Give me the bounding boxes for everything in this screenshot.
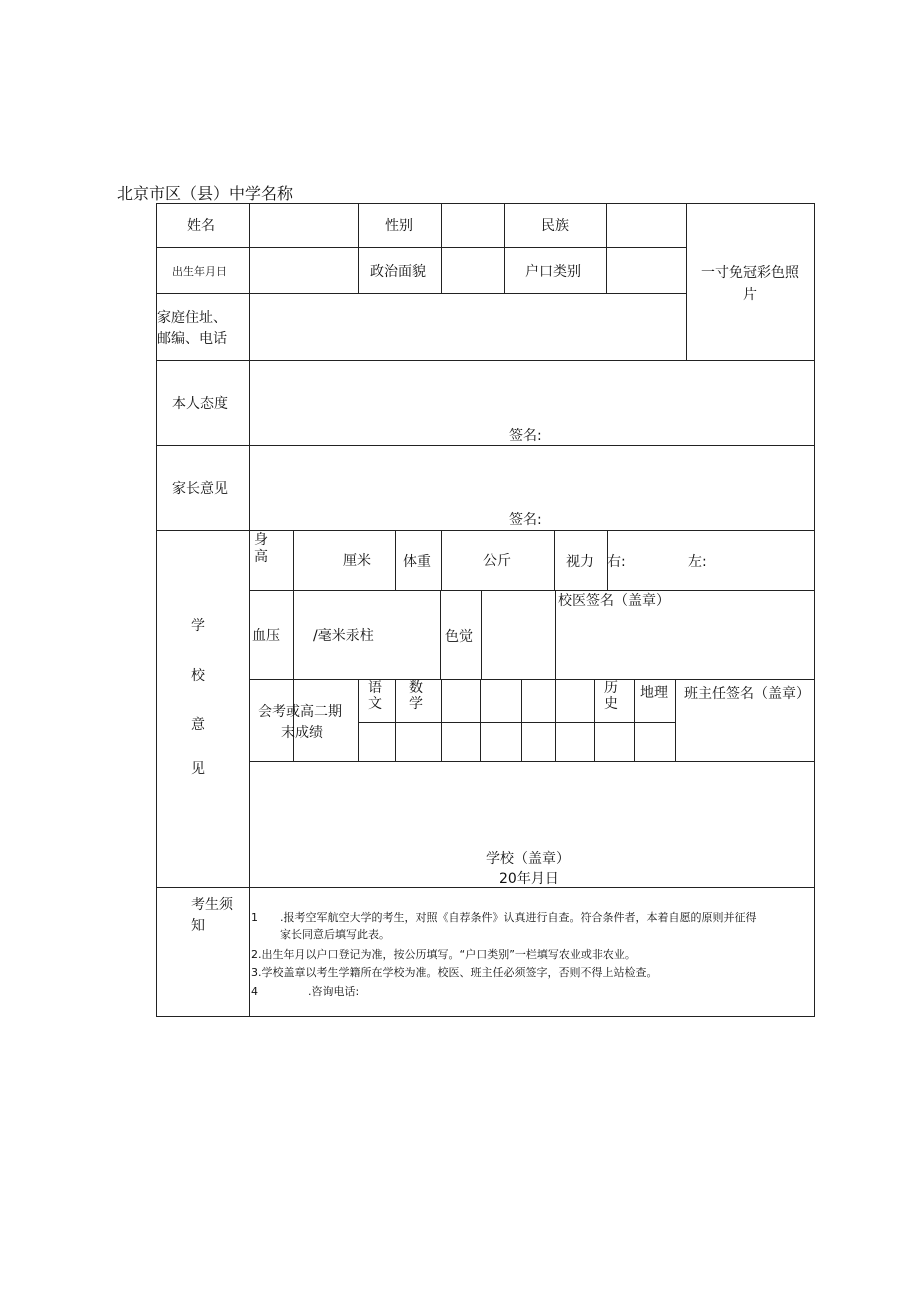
parent-label: 家长意见 <box>172 481 228 497</box>
subject-chinese: 文 <box>368 696 382 712</box>
vision-label: 视力 <box>566 554 594 570</box>
seal-date: 20年月日 <box>499 871 559 887</box>
blood-pressure-label: 血压 <box>252 628 280 644</box>
school-label-char: 学 <box>191 618 205 634</box>
weight-unit: 公斤 <box>483 553 511 569</box>
height-label: 身 <box>254 532 268 548</box>
notice-item-3: 3.学校盖章以考生学籍所在学校为准。校医、班主任必须签字，否则不得上站检查。 <box>251 966 658 979</box>
height-unit: 厘米 <box>343 553 371 569</box>
subject-math: 数 <box>409 680 423 696</box>
school-label-char: 意 <box>191 717 205 733</box>
subject-math: 学 <box>409 696 423 712</box>
blood-pressure-unit: /毫米汞柱 <box>313 628 374 644</box>
height-label: 高 <box>254 549 268 565</box>
political-label: 政治面貌 <box>370 264 426 280</box>
address-label-line2: 邮编、电话 <box>157 331 227 347</box>
address-label-line1: 家庭住址、 <box>157 310 227 326</box>
doctor-signature: 校医签名（盖章） <box>558 593 670 609</box>
gender-label: 性别 <box>385 218 413 234</box>
subject-history: 历 <box>604 680 618 696</box>
notice-item-number: 4 <box>251 985 258 998</box>
birth-label: 出生年月日 <box>172 265 227 278</box>
teacher-signature: 班主任签名（盖章） <box>684 686 810 702</box>
hukou-label: 户口类别 <box>525 264 581 280</box>
notice-label-line1: 考生须 <box>191 897 233 913</box>
ethnicity-label: 民族 <box>541 218 569 234</box>
parent-signature: 签名: <box>509 512 542 528</box>
subject-chinese: 语 <box>368 680 382 696</box>
weight-label: 体重 <box>403 554 431 570</box>
subject-history: 史 <box>604 696 618 712</box>
school-label-char: 见 <box>191 761 205 777</box>
notice-label-line2: 知 <box>191 918 205 934</box>
color-vision-label: 色觉 <box>445 629 473 645</box>
scores-label-line2: 末成绩 <box>281 725 323 741</box>
school-label-char: 校 <box>191 668 205 684</box>
notice-item-4: .咨询电话: <box>308 985 360 998</box>
attitude-signature: 签名: <box>509 428 542 444</box>
subject-geography: 地理 <box>640 685 668 701</box>
vision-right: 右: <box>607 554 626 570</box>
notice-item-2: 2.出生年月以户口登记为准，按公历填写。“户口类别”一栏填写农业或非农业。 <box>251 948 636 961</box>
name-label: 姓名 <box>187 218 215 234</box>
photo-label: 一寸免冠彩色照片 <box>701 265 799 303</box>
notice-item-1: .报考空军航空大学的考生，对照《自荐条件》认真进行自查。符合条件者，本着自愿的原则并征得 <box>280 911 757 924</box>
attitude-label: 本人态度 <box>172 396 228 412</box>
scores-label-line1: 会考或高二期 <box>258 704 342 720</box>
vision-left: 左: <box>688 554 707 570</box>
notice-item-1-continued: 家长同意后填写此表。 <box>280 928 390 941</box>
school-seal: 学校（盖章） <box>486 851 570 867</box>
page-title: 北京市区（县）中学名称 <box>117 184 294 203</box>
notice-item-number: 1 <box>251 911 258 924</box>
